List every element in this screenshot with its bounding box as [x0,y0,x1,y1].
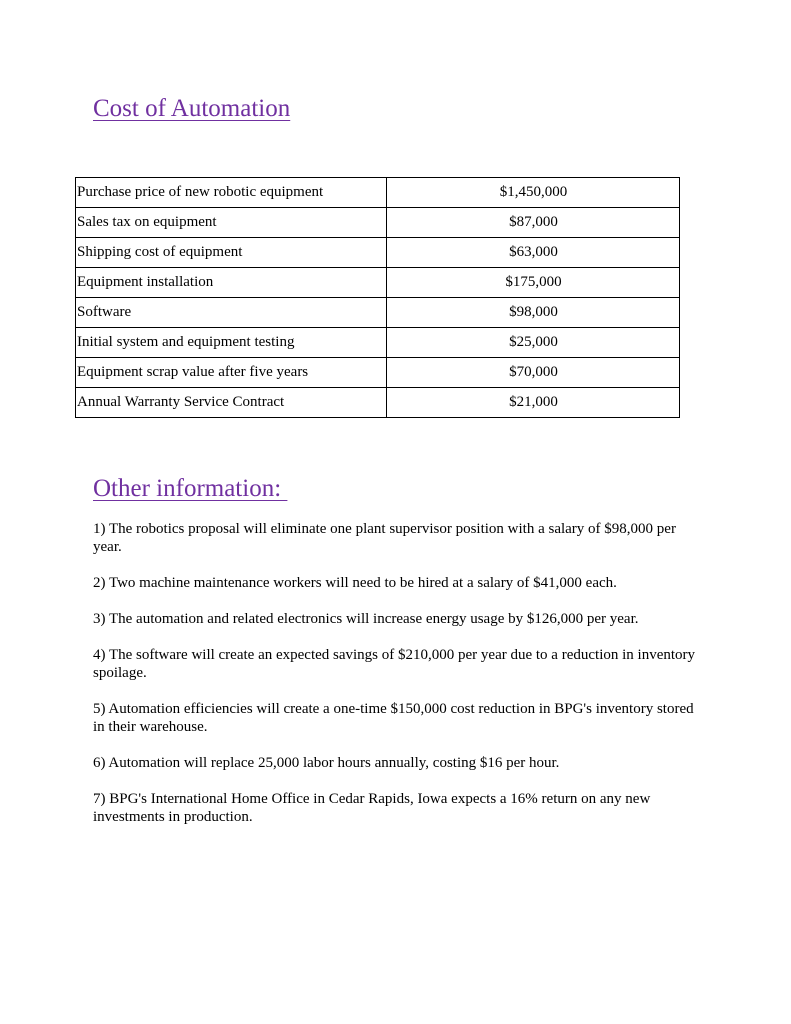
table-row [76,238,680,268]
row-value: $1,450,000 [387,178,680,208]
table-row [76,298,680,328]
row-value: $98,000 [387,298,680,328]
row-label: Software [76,298,387,328]
table-row [76,358,680,388]
other-information-list [93,520,703,844]
row-label: Equipment installation [76,268,387,298]
list-item: 6) Automation will replace 25,000 labor hours annually, costing $16 per hour. [93,755,560,771]
list-item: 4) The software will create an expected savings of $210,000 per year due to a reduction in inventory spoilage. [93,647,696,681]
row-value: $63,000 [387,238,680,268]
table-row [76,388,680,418]
row-label: Equipment scrap value after five years [76,358,387,388]
list-item: 3) The automation and related electronics will increase energy usage by $126,000 per year. [93,611,639,627]
table-row [76,328,680,358]
cost-table [75,177,680,418]
row-label: Shipping cost of equipment [76,238,387,268]
table-row [76,268,680,298]
table-row [76,208,680,238]
cost-of-automation-heading: Cost of Automation [93,95,291,122]
row-value: $87,000 [387,208,680,238]
list-item: 7) BPG's International Home Office in Cedar Rapids, Iowa expects a 16% return on any new investments in production. [93,791,651,825]
other-information-heading: Other information: [93,475,288,502]
row-label: Purchase price of new robotic equipment [76,178,387,208]
row-value: $175,000 [387,268,680,298]
row-label: Annual Warranty Service Contract [76,388,387,418]
list-item: 5) Automation efficiencies will create a one-time $150,000 cost reduction in BPG's inventory stored in their warehouse. [93,701,694,735]
list-item: 2) Two machine maintenance workers will need to be hired at a salary of $41,000 each. [93,575,617,591]
row-label: Sales tax on equipment [76,208,387,238]
row-value: $21,000 [387,388,680,418]
list-item: 1) The robotics proposal will eliminate one plant supervisor position with a salary of $98,000 per year. [93,521,676,555]
row-value: $70,000 [387,358,680,388]
table-row [76,178,680,208]
row-label: Initial system and equipment testing [76,328,387,358]
row-value: $25,000 [387,328,680,358]
